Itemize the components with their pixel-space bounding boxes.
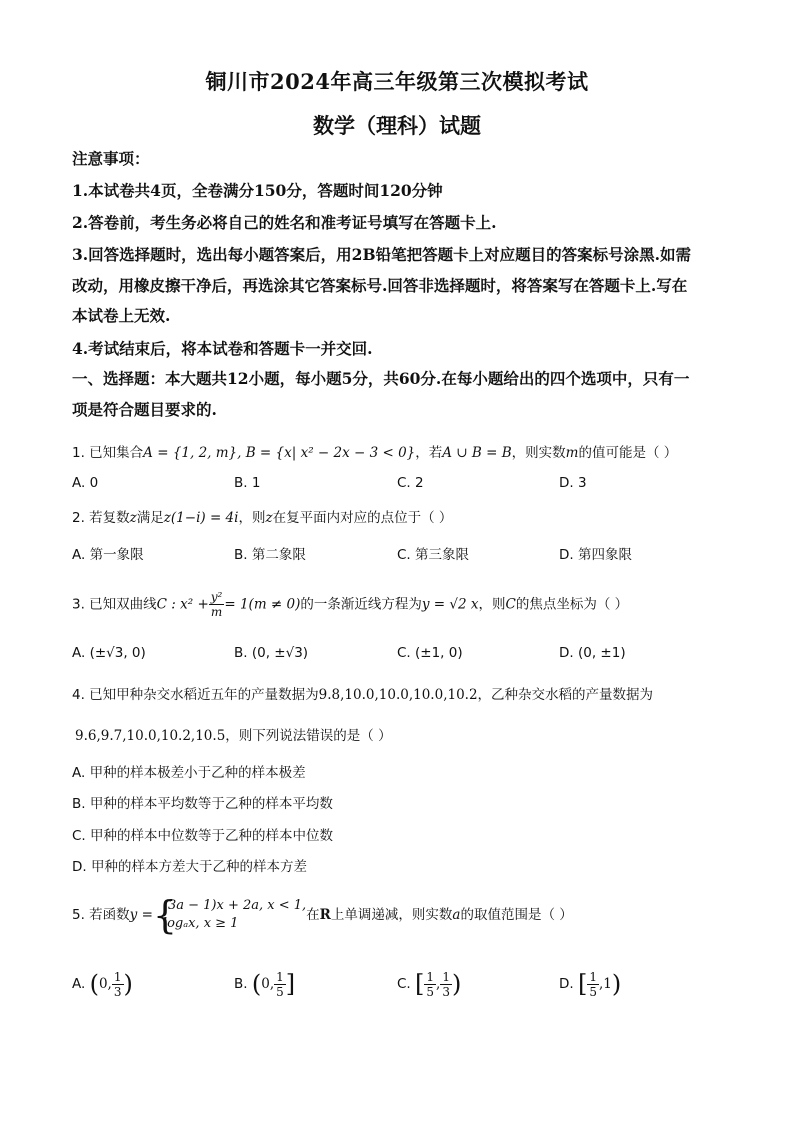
- q4-option-c: C. 甲种的样本中位数等于乙种的样本中位数: [72, 828, 334, 844]
- q1-suffix-2: 的值可能是（ ）: [578, 445, 678, 461]
- notice-item-2: 2.答卷前，考生务必将自己的姓名和准考证号填写在答题卡上.: [72, 213, 497, 232]
- notice-item-1: 1.本试卷共4页，全卷满分150分，答题时间120分钟: [72, 181, 443, 200]
- q2-mid-2: ，则: [238, 510, 266, 526]
- question-4-line-1: [72, 685, 722, 705]
- q5-a-frac: [112, 970, 124, 999]
- q3-var: C: [505, 596, 516, 613]
- q5-mid: 在: [306, 907, 320, 923]
- q5-a-fn: 1: [113, 969, 122, 984]
- q1-middle: ，若: [415, 445, 443, 461]
- q2-mid-1: 满足: [136, 510, 164, 526]
- q1-prefix: 1. 已知集合: [72, 445, 144, 461]
- q5-b-left: (: [251, 970, 262, 998]
- q5-piece-2: logₐx, x ≥ 1: [162, 916, 239, 931]
- q3-curve-a: C : x² +: [156, 596, 209, 613]
- q1-option-c: C. 2: [397, 475, 424, 491]
- question-4-line-2: [75, 726, 725, 746]
- exam-subtitle: 数学（理科）试题: [313, 113, 481, 138]
- q5-b-frac: [274, 970, 286, 999]
- q2-var-2: z: [265, 510, 273, 526]
- notice-heading: 注意事项：: [72, 149, 150, 168]
- q2-option-d: D. 第四象限: [559, 547, 632, 563]
- q3-mid: 的一条渐近线方程为: [300, 596, 422, 613]
- notice-item-3-line-1: 3.回答选择题时，选出每小题答案后，用2B铅笔把答题卡上对应题目的答案标号涂黑.如需: [72, 245, 691, 264]
- q4-data-a: 9.8,10.0,10.0,10.0,10.2: [318, 687, 478, 703]
- q5-c-fd2: 3: [442, 984, 450, 999]
- question-2: [72, 508, 722, 528]
- question-1: [72, 443, 722, 463]
- q5-option-c-label: C.: [397, 976, 411, 992]
- q5-c-sep: ,: [436, 976, 441, 992]
- q5-c-frac-2: [440, 970, 452, 999]
- q3-asymptote: y = √2 x: [421, 596, 479, 613]
- question-5: [72, 893, 722, 937]
- q3-option-b: B. (0, ±√3): [234, 645, 309, 661]
- q4-data-b: 9.6,9.7,10.0,10.2,10.5: [75, 728, 226, 744]
- q2-equation: z(1−i) = 4i: [163, 510, 239, 526]
- q5-brace: {: [152, 893, 178, 937]
- q5-d-left: [: [577, 970, 588, 998]
- q1-option-d: D. 3: [559, 475, 587, 491]
- q1-condition: A ∪ B = B: [442, 445, 512, 461]
- q5-c-fn1: 1: [426, 969, 435, 984]
- q5-d-frac: [587, 970, 599, 999]
- q5-b-right: ]: [285, 970, 296, 998]
- q5-prefix: 5. 若函数: [72, 907, 130, 923]
- q5-d-fn1: 1: [589, 969, 597, 984]
- q2-suffix: 在复平面内对应的点位于（ ）: [272, 510, 453, 526]
- q5-c-frac-1: [424, 970, 436, 999]
- notice-item-3-line-3: 本试卷上无效.: [72, 306, 171, 325]
- notice-item-3-line-2: 改动，用橡皮擦干净后，再选涂其它答案标号.回答非选择题时，将答案写在答题卡上.写在: [72, 276, 688, 295]
- q5-y: y =: [129, 907, 153, 923]
- q3-frac-den: m: [210, 605, 223, 619]
- q1-sets: A = {1, 2, m}, B = {x| x² − 2x − 3 < 0}: [143, 445, 416, 461]
- q2-option-c: C. 第三象限: [397, 547, 470, 563]
- q1-option-b: B. 1: [234, 475, 261, 491]
- q5-option-d: [559, 964, 621, 1004]
- q2-option-a: A. 第一象限: [72, 547, 144, 563]
- q5-option-a: [72, 964, 133, 1004]
- q4-option-d: D. 甲种的样本方差大于乙种的样本方差: [72, 859, 307, 875]
- q5-suffix: 的取值范围是（ ）: [460, 907, 573, 923]
- q5-c-fn2: 1: [442, 969, 450, 984]
- q1-option-a: A. 0: [72, 475, 99, 491]
- q5-option-b: [234, 964, 295, 1004]
- q1-suffix-1: ，则实数: [511, 445, 566, 461]
- q3-curve-b: = 1(m ≠ 0): [224, 596, 301, 613]
- q5-a-left: (: [89, 970, 99, 998]
- q5-a-fd: 3: [113, 984, 122, 999]
- q2-prefix: 2. 若复数: [72, 510, 130, 526]
- q5-var: a: [452, 907, 461, 923]
- q5-b-n1: 0,: [261, 976, 275, 992]
- q5-c-fd1: 5: [426, 984, 435, 999]
- q5-option-c: [397, 964, 461, 1004]
- q5-b-fd: 5: [276, 984, 284, 999]
- q3-option-c: C. (±1, 0): [397, 645, 463, 661]
- q4-l2-suffix: ，则下列说法错误的是（ ）: [225, 728, 392, 744]
- q3-suffix: 的焦点坐标为（ ）: [515, 596, 629, 613]
- q5-option-a-label: A.: [72, 976, 86, 992]
- q4-option-a: A. 甲种的样本极差小于乙种的样本极差: [72, 765, 306, 781]
- q5-option-b-label: B.: [234, 976, 248, 992]
- q3-mid-2: ，则: [478, 596, 506, 613]
- q3-prefix: 3. 已知双曲线: [72, 596, 157, 613]
- q5-c-right: ): [451, 970, 462, 998]
- q3-frac-num: y²: [210, 590, 223, 604]
- q5-R: R: [319, 907, 331, 923]
- q5-d-fd1: 5: [589, 984, 597, 999]
- question-3: [72, 590, 722, 619]
- section-1-heading-line-1: 一、选择题：本大题共12小题，每小题5分，共60分.在每小题给出的四个选项中，只有一: [72, 369, 690, 388]
- q3-fraction: [209, 590, 225, 619]
- q5-a-right: ): [123, 970, 133, 998]
- q5-c-left: [: [415, 970, 425, 998]
- q5-mid-2: 上单调递减，则实数: [330, 907, 453, 923]
- q5-b-fn: 1: [276, 969, 284, 984]
- q5-option-d-label: D.: [559, 976, 574, 992]
- q4-option-b: B. 甲种的样本平均数等于乙种的样本平均数: [72, 796, 333, 812]
- q2-option-b: B. 第二象限: [234, 547, 306, 563]
- q5-d-right: ): [611, 970, 622, 998]
- q5-piece-1: (3a − 1)x + 2a, x < 1,: [162, 898, 307, 913]
- q2-var: z: [129, 510, 137, 526]
- q5-a-n1: 0,: [98, 976, 112, 992]
- section-1-heading-line-2: 项是符合题目要求的.: [72, 400, 217, 419]
- q4-l1-suffix: ，乙种杂交水稻的产量数据为: [477, 687, 654, 703]
- q5-d-sep: ,1: [599, 976, 612, 992]
- exam-title: 铜川市2024年高三年级第三次模拟考试: [205, 69, 589, 94]
- q4-l1-prefix: 4. 已知甲种杂交水稻近五年的产量数据为: [72, 687, 319, 703]
- q5-piecewise: [152, 893, 307, 937]
- q1-var: m: [565, 445, 579, 461]
- q3-option-a: A. (±√3, 0): [72, 645, 146, 661]
- q3-option-d: D. (0, ±1): [559, 645, 626, 661]
- notice-item-4: 4.考试结束后，将本试卷和答题卡一并交回.: [72, 339, 373, 358]
